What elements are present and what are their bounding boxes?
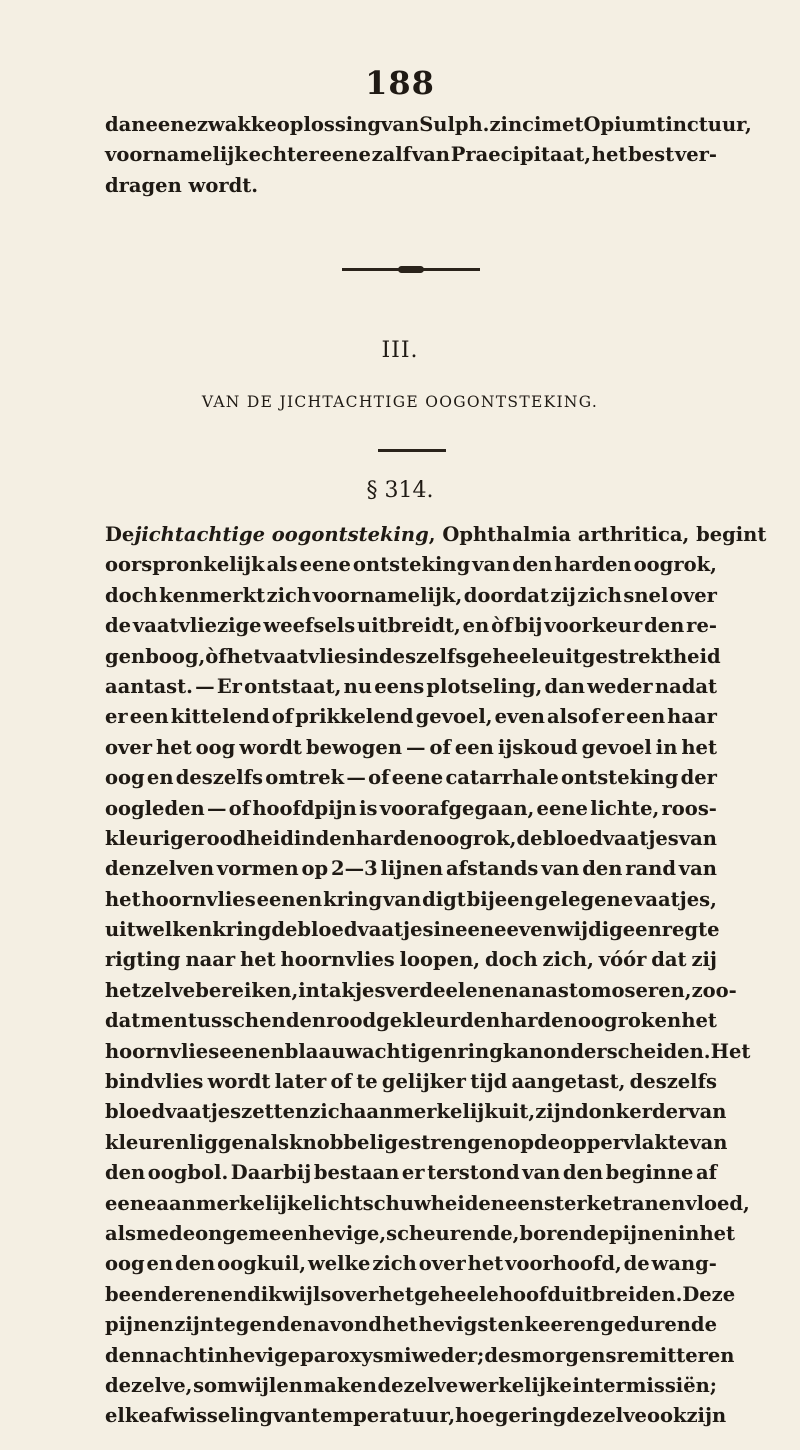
body-line: over het oog wordt bewogen — of een ijskoud gevoel in het	[105, 735, 717, 759]
body-line: hoornvlies eenen blaauwachtigen ring kan onderscheiden. Het	[105, 1039, 751, 1063]
body-line: eene aanmerkelijke lichtschuwheid en een sterke tranenvloed,	[105, 1191, 750, 1215]
body-line: uit welken kring de bloedvaatjes in eene evenwijdige en regte	[105, 918, 720, 942]
body-line: denzelven vormen op 2—3 lijnen afstands van den rand van	[105, 857, 717, 881]
body-line: oog en deszelfs omtrek — of eene catarrhale ontsteking der	[105, 766, 717, 790]
body-line: elke afwisseling van temperatuur, hoe gering dezelve ook zijn	[105, 1404, 727, 1428]
ornamental-rule	[342, 268, 480, 271]
title-rule	[378, 449, 446, 452]
body-line: hetzelve bereiken, in takjes verdeelen en anastomoseren, zoo-	[105, 978, 737, 1002]
intro-line: dragen wordt.	[105, 173, 259, 197]
body-line: kleurige roodheid in den harden oogrok, de bloedvaatjes van	[105, 826, 717, 850]
body-line: beenderen en dikwijls over het geheele hoofd uitbreiden. Deze	[105, 1282, 736, 1306]
body-line: het hoornvlies eenen kring van digt bijeen gelegene vaatjes,	[105, 887, 717, 911]
body-line: doch kenmerkt zich voornamelijk, doordat zij zich snel over	[105, 583, 717, 607]
body-line: de vaatvliezige weefsels uitbreidt, en òf bij voorkeur den re-	[105, 614, 717, 638]
body-line: oogleden — of hoofdpijn is voorafgegaan, eene lichte, roos-	[105, 796, 717, 820]
chapter-title: VAN DE JICHTACHTIGE OOGONTSTEKING.	[201, 393, 599, 411]
term-italic: jichtachtige oogontsteking	[134, 523, 429, 546]
body-lines	[105, 550, 751, 1431]
body-line: kleur en liggen als knobbelige strengen op de oppervlakte van	[105, 1130, 728, 1154]
body-line: er een kittelend of prikkelend gevoel, even alsof er een haar	[105, 705, 717, 729]
body-line: pijnen zijn tegen den avond het hevigst en keeren gedurende	[105, 1313, 717, 1337]
section-number: III.	[381, 338, 419, 363]
body-line: oorspronkelijk als eene ontsteking van den harden oogrok,	[105, 553, 717, 577]
paragraph-number: § 314.	[366, 478, 434, 503]
body-line: oog en den oogkuil, welke zich over het voorhoofd, de wang-	[105, 1252, 717, 1276]
first-word: De	[105, 523, 135, 546]
body-line: den nacht in hevige paroxysmi weder; des morgens remitteren	[105, 1343, 735, 1367]
body-line: den oogbol. Daarbij bestaan er terstond van den beginne af	[105, 1161, 717, 1185]
first-line-rest: , Ophthalmia arthritica, begint	[428, 523, 767, 546]
intro-line: dan eene zwakke oplossing van Sulph. zinci met Opiumtinctuur,	[105, 113, 752, 136]
page-number: 188	[365, 64, 435, 102]
body-line: bindvlies wordt later of te gelijker tijd aangetast, deszelfs	[105, 1070, 717, 1094]
ornamental-rule-swell	[398, 266, 424, 273]
body-line: bloedvaatjes zetten zich aanmerkelijk uit, zijn donkerder van	[105, 1100, 727, 1124]
body-line: rigting naar het hoornvlies loopen, doch zich, vóór dat zij	[105, 948, 717, 972]
body-paragraph	[105, 520, 767, 1432]
body-line: aantast. — Er ontstaat, nu eens plotseling, dan weder nadat	[105, 674, 717, 698]
body-line: alsmede ongemeen hevige, scheurende, borende pijnen in het	[105, 1221, 736, 1245]
body-line: dezelve, somwijlen maken dezelve werkelijke intermissiën;	[105, 1373, 717, 1397]
body-line-first	[105, 520, 767, 550]
intro-line: voornamelijk echter eene zalf van Praecipitaat, het best ver-	[105, 143, 717, 167]
body-line: genboog, òf het vaatvlies in deszelfs geheele uitgestrektheid	[105, 644, 721, 668]
body-line: dat men tusschen den roodgekleurden harden oogrok en het	[105, 1009, 717, 1033]
intro-paragraph	[105, 110, 752, 201]
